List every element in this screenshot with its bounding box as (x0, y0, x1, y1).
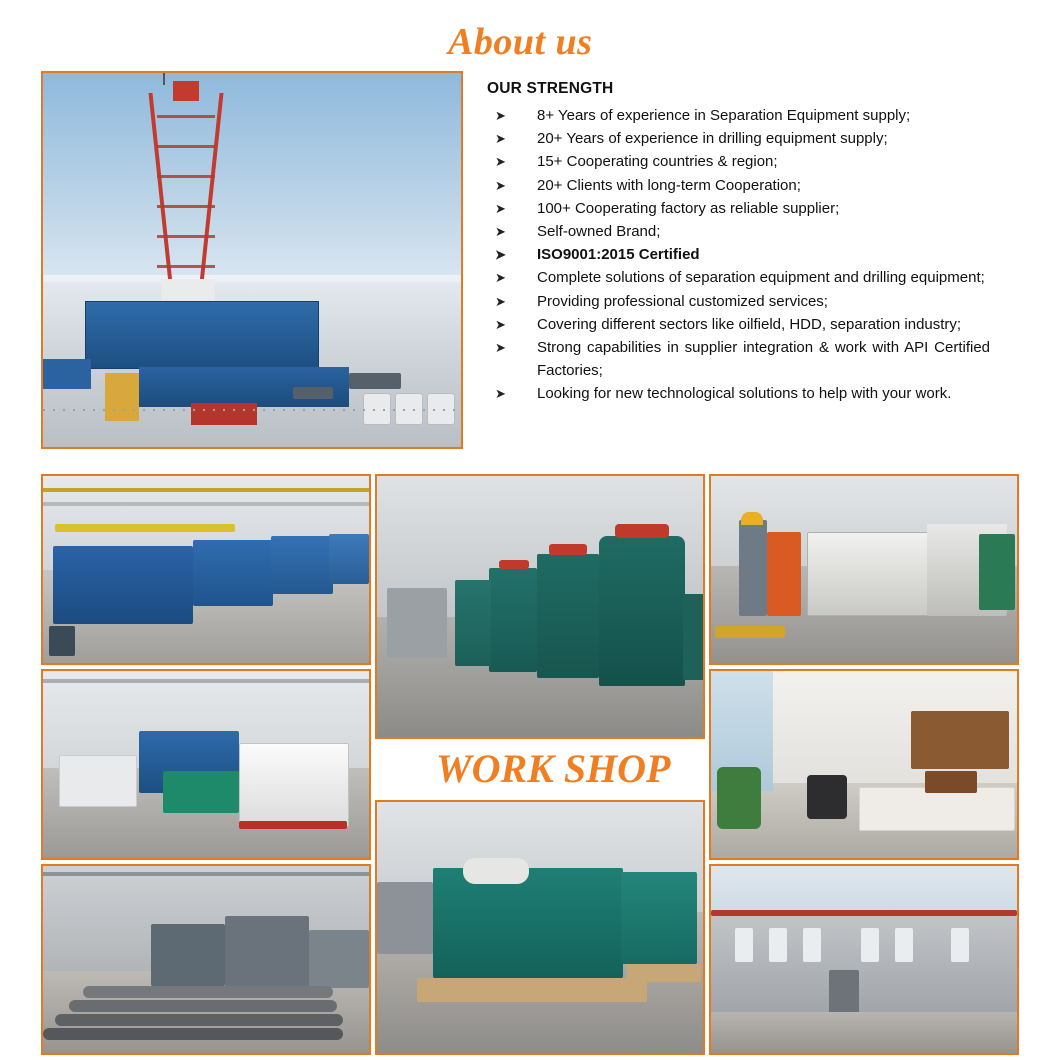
roof-beam (43, 502, 369, 506)
green-degasser-unit (537, 554, 599, 678)
list-item (487, 197, 990, 220)
list-item-text: 100+ Cooperating factory as reliable supplier; (537, 199, 840, 217)
equipment-block (151, 924, 225, 986)
derrick-tower (151, 81, 221, 293)
white-container-shelter (239, 743, 349, 827)
derrick-leg-left (148, 93, 173, 293)
rig-base-structure (85, 301, 319, 369)
blue-mud-system-unit (271, 536, 333, 594)
list-item-text: 20+ Years of experience in drilling equipment supply; (537, 130, 888, 148)
photo-steel-pipe-storage (41, 864, 371, 1055)
arrow-bullet-icon: ➤ (495, 224, 506, 240)
green-degasser-unit (599, 536, 685, 686)
arrow-bullet-icon: ➤ (495, 131, 506, 147)
white-panel-unit (59, 755, 137, 807)
container-base (239, 821, 347, 829)
roof-beam (43, 679, 369, 683)
list-item (487, 266, 990, 289)
green-shaker-unit (433, 868, 623, 978)
steel-pipe (83, 986, 333, 998)
list-item (487, 174, 990, 197)
derrick-top (173, 81, 199, 101)
yard-ground (711, 1012, 1017, 1053)
page-title: About us (448, 21, 593, 63)
blue-mud-system-unit (53, 546, 193, 624)
roof-trim-red (711, 910, 1017, 916)
degasser-red-cap (549, 544, 587, 555)
building-window (735, 928, 753, 962)
list-item (487, 313, 990, 336)
equipment-block (309, 930, 369, 988)
list-item-text: 20+ Clients with long-term Cooperation; (537, 176, 801, 194)
cnc-lathe-machine (807, 532, 929, 616)
building-window (861, 928, 879, 962)
arrow-bullet-icon: ➤ (495, 247, 506, 263)
blue-mud-system-unit (193, 540, 273, 606)
strength-bullet-list (487, 104, 990, 406)
derrick-rung (157, 145, 215, 148)
list-item-text: 15+ Cooperating countries & region; (537, 153, 778, 171)
office-desk (859, 787, 1015, 831)
green-machine-unit (979, 534, 1015, 610)
yellow-handrail (55, 524, 235, 532)
blue-mud-system-unit (329, 534, 369, 584)
photo-cnc-machining (709, 474, 1019, 665)
list-item (487, 290, 990, 313)
arrow-bullet-icon: ➤ (495, 108, 506, 123)
background-building (377, 882, 433, 954)
list-item-text: Strong capabilities in supplier integration & work with API Certified Factories; (537, 339, 990, 380)
green-shaker-unit (621, 872, 697, 964)
our-strength-section (487, 80, 990, 406)
roof-beam (43, 872, 369, 876)
building-window (803, 928, 821, 962)
photo-mud-system-workshop (41, 474, 371, 665)
potted-plant (717, 767, 761, 829)
steel-pipe (43, 1028, 343, 1040)
office-chair (807, 775, 847, 819)
equipment-block (225, 916, 309, 990)
wood-cabinet (911, 711, 1009, 769)
arrow-bullet-icon: ➤ (495, 200, 506, 216)
photo-office-interior (709, 669, 1019, 860)
floor-marking (715, 626, 785, 638)
site-truck (293, 387, 333, 399)
derrick-rung (157, 265, 215, 268)
our-strength-heading: OUR STRENGTH (487, 80, 614, 97)
list-item (487, 104, 990, 127)
rig-red-unit (191, 403, 257, 425)
safety-helmet (741, 512, 763, 525)
green-degasser-unit (489, 568, 537, 672)
photo-shale-shaker-assembly (375, 800, 705, 1055)
worker-figure (739, 520, 767, 616)
list-item-text: 8+ Years of experience in Separation Equipment supply; (537, 107, 911, 124)
list-item-text: Complete solutions of separation equipment and drilling equipment; (537, 269, 985, 287)
list-item-text: Covering different sectors like oilfield, HDD, separation industry; (537, 315, 962, 333)
arrow-bullet-icon: ➤ (495, 386, 506, 402)
list-item-text: ISO9001:2015 Certified (537, 246, 700, 264)
list-item (487, 382, 990, 405)
site-truck (349, 373, 401, 389)
wooden-pallet (417, 978, 647, 1002)
wooden-pallet (627, 964, 701, 982)
arrow-bullet-icon: ➤ (495, 154, 506, 170)
green-degasser-unit (455, 580, 491, 666)
drilling-rig-site-photo (41, 71, 463, 449)
degasser-red-cap (499, 560, 529, 569)
building-window (769, 928, 787, 962)
arrow-bullet-icon: ➤ (495, 270, 506, 286)
derrick-leg-right (198, 93, 223, 293)
workshop-title: WORK SHOP (436, 746, 671, 791)
list-item (487, 336, 990, 382)
list-item-text: Providing professional customized services; (537, 292, 828, 310)
green-degasser-unit (683, 594, 705, 680)
desk-divider (925, 771, 977, 793)
green-stair-platform (163, 771, 239, 813)
derrick-rung (157, 205, 215, 208)
arrow-bullet-icon: ➤ (495, 340, 506, 356)
photo-shelter-container (41, 669, 371, 860)
derrick-rung (157, 115, 215, 118)
factory-building (711, 910, 1017, 1022)
shaker-roller (463, 858, 529, 884)
list-item (487, 150, 990, 173)
worker-figure (49, 626, 75, 656)
photo-factory-exterior (709, 864, 1019, 1055)
steel-pipe (55, 1014, 343, 1026)
derrick-rung (157, 175, 215, 178)
list-item (487, 220, 990, 243)
rig-yellow-unit (105, 373, 139, 421)
arrow-bullet-icon: ➤ (495, 316, 506, 332)
arrow-bullet-icon: ➤ (495, 293, 506, 309)
list-item-text: Looking for new technological solutions to help with your work. (537, 385, 952, 403)
orange-control-panel (767, 532, 801, 616)
yard-structure (387, 588, 447, 658)
photo-degasser-yard (375, 474, 705, 739)
building-window (951, 928, 969, 962)
list-item (487, 127, 990, 150)
building-window (895, 928, 913, 962)
arrow-bullet-icon: ➤ (495, 177, 506, 193)
derrick-rung (157, 235, 215, 238)
site-fence (43, 409, 461, 411)
list-item-text: Self-owned Brand; (537, 223, 661, 241)
site-blue-shed (43, 359, 91, 389)
list-item (487, 243, 990, 266)
sky-region (43, 73, 461, 290)
roof-crane-beam (43, 488, 369, 492)
steel-pipe (69, 1000, 337, 1012)
degasser-red-cap (615, 524, 669, 538)
